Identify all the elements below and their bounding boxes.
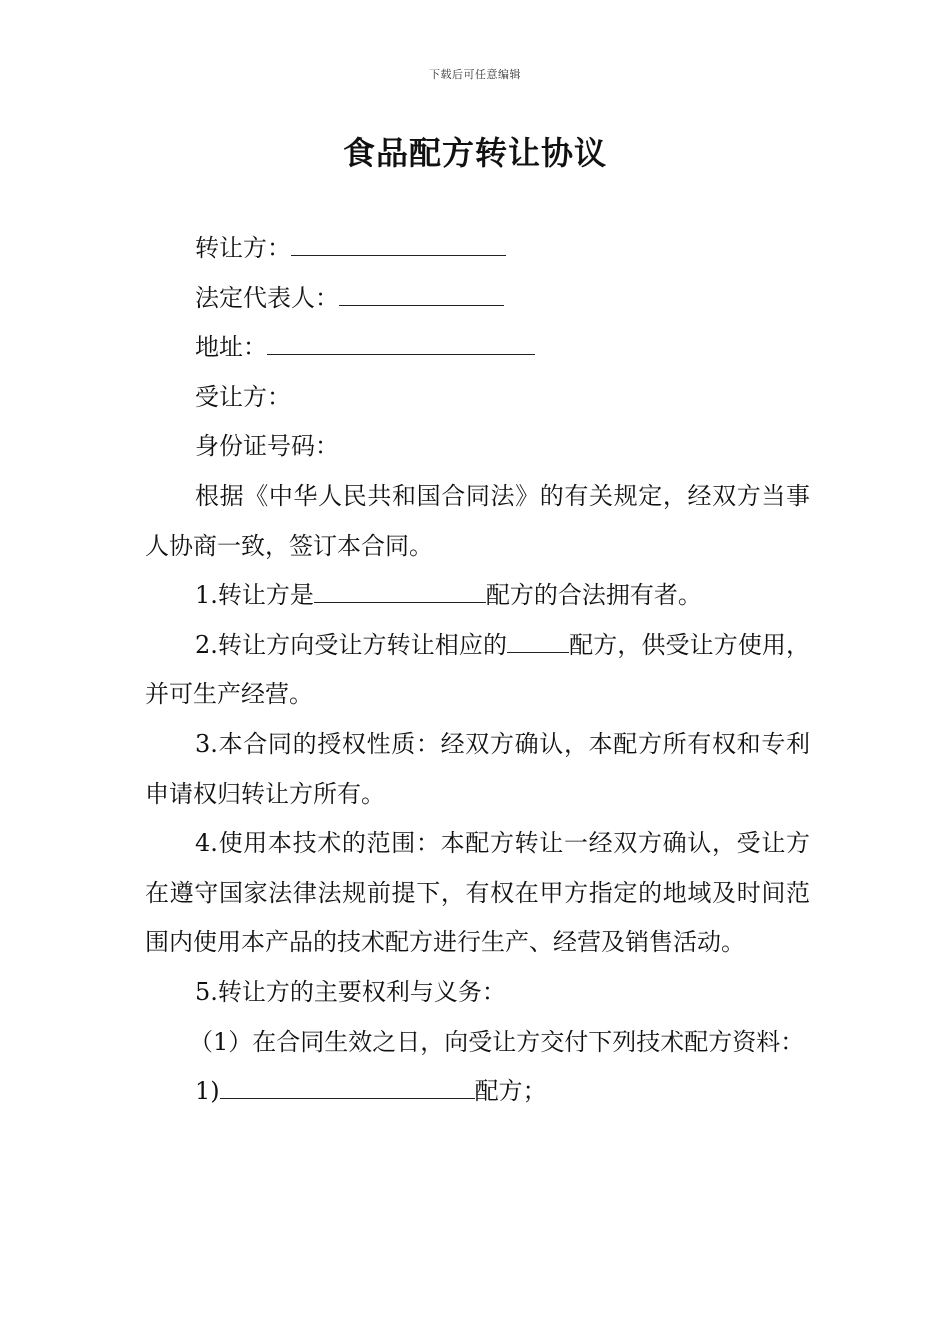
legal-rep-blank bbox=[339, 283, 504, 306]
transferor-blank bbox=[291, 233, 506, 256]
header-note: 下载后可任意编辑 bbox=[429, 68, 521, 81]
address-line bbox=[145, 323, 810, 373]
clause-5-1-1 bbox=[145, 1067, 810, 1117]
clause-1-blank bbox=[314, 580, 486, 603]
clause-1-text-before: 1.转让方是 bbox=[195, 581, 314, 610]
id-number-line bbox=[145, 422, 810, 472]
clause-1 bbox=[145, 571, 810, 621]
clause-5: 5.转让方的主要权利与义务： bbox=[195, 977, 506, 1006]
transferee-label: 受让方： bbox=[195, 382, 291, 411]
document-title: 食品配方转让协议 bbox=[342, 134, 607, 172]
clause-3: 3.本合同的授权性质：经双方确认，本配方所有权和专利申请权归转让方所有。 bbox=[145, 729, 810, 808]
clause-2-text-before: 2.转让方向受让方转让相应的 bbox=[195, 630, 508, 659]
document-body bbox=[145, 224, 810, 1117]
clause-5-1-1-number: 1) bbox=[195, 1077, 220, 1106]
transferee-line bbox=[145, 373, 810, 423]
address-blank bbox=[267, 332, 535, 355]
clause-5-1-1-text-after: 配方； bbox=[474, 1077, 547, 1106]
clause-5-1-1-blank bbox=[220, 1076, 475, 1099]
legal-rep-label: 法定代表人： bbox=[195, 283, 339, 312]
legal-rep-line bbox=[145, 274, 810, 324]
id-number-label: 身份证号码： bbox=[195, 432, 339, 461]
clause-5-1: （1）在合同生效之日，向受让方交付下列技术配方资料： bbox=[189, 1027, 805, 1056]
clause-4: 4.使用本技术的范围：本配方转让一经双方确认，受让方在遵守国家法律法规前提下，有权在甲方指定的地域及时间范围内使用本产品的技术配方进行生产、经营及销售活动。 bbox=[145, 829, 810, 957]
clause-2 bbox=[145, 621, 810, 720]
clause-2-text-after: 配方，供受让方使用，并可生产经营。 bbox=[145, 630, 811, 709]
transferor-label: 转让方： bbox=[195, 234, 291, 262]
address-label: 地址： bbox=[195, 333, 267, 362]
transferor-line bbox=[145, 224, 810, 274]
intro-paragraph: 根据《中华人民共和国合同法》的有关规定，经双方当事人协商一致，签订本合同。 bbox=[145, 481, 810, 560]
clause-2-blank bbox=[507, 630, 569, 653]
clause-1-text-after: 配方的合法拥有者。 bbox=[485, 581, 702, 610]
